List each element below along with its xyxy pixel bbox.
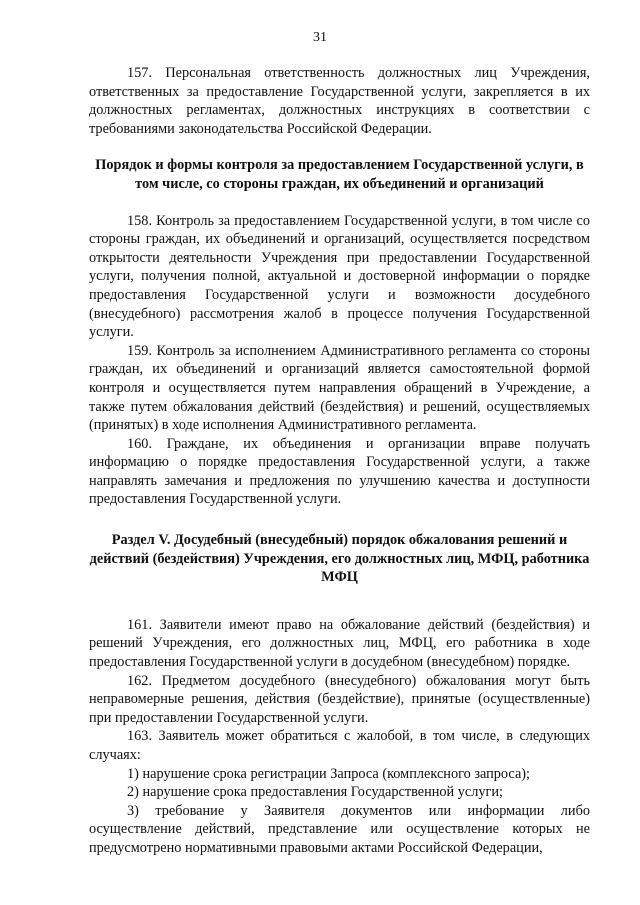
page-number: 31 xyxy=(313,30,327,45)
document-body xyxy=(89,64,590,858)
paragraph-163: 163. Заявитель может обратиться с жалобой, в том числе, в следующих случаях: xyxy=(89,728,590,763)
list-item-3: 3) требование у Заявителя документов или информации либо осуществление действий, представление или осуществление которых не предусмотрено нормативными правовыми актами Российской Федерации, xyxy=(89,802,590,856)
list-item-1: 1) нарушение срока регистрации Запроса (комплексного запроса); xyxy=(127,765,531,782)
heading-section-5: Раздел V. Досудебный (внесудебный) порядок обжалования решений и действий (бездействия) Учреждения, его должностных лиц, МФЦ, работника МФЦ xyxy=(89,532,590,586)
paragraph-160: 160. Граждане, их объединения и организации вправе получать информацию о порядке предоставления Государственной услуги, а также направлять замечания и предложения по улучшению качества и доступности предоставления Государственной услуги. xyxy=(89,435,590,508)
paragraph-158: 158. Контроль за предоставлением Государственной услуги, в том числе со стороны граждан, их объединений и организаций, осуществляется посредством открытости деятельности Учреждения при предоставлении Государственной услуги, получения полной, актуальной и достоверной информации о порядке предоставления Государственной услуги и возможности досудебного (внесудебного) рассмотрения жалоб в процессе получения Государственной услуги. xyxy=(89,212,590,341)
paragraph-157: 157. Персональная ответственность должностных лиц Учреждения, ответственных за предоставление Государственной услуги, закрепляется в их должностных регламентах, должностных инструкциях в соответствии с требованиями законодательства Российской Федерации. xyxy=(89,65,590,137)
paragraph-161: 161. Заявители имеют право на обжалование действий (бездействия) и решений Учреждения, его должностных лиц, МФЦ, его работника в ходе предоставления Государственной услуги в досудебном (внесудебном) порядке. xyxy=(89,616,590,671)
paragraph-159: 159. Контроль за исполнением Административного регламента со стороны граждан, их объединений и организаций является самостоятельной формой контроля и осуществляется путем направления обращений в Учреждение, а также путем обжалования действий (бездействия) и решений, осуществляемых (принятых) в ходе исполнения Административного регламента. xyxy=(89,342,590,434)
list-item-2: 2) нарушение срока предоставления Государственной услуги; xyxy=(127,784,504,801)
heading-control: Порядок и формы контроля за предоставлением Государственной услуги, в том числе, со стороны граждан, их объединений и организаций xyxy=(95,157,584,192)
paragraph-162: 162. Предметом досудебного (внесудебного) обжалования могут быть неправомерные решения, действия (бездействие), принятые (осуществленные) при предоставлении Государственной услуги. xyxy=(89,672,590,726)
